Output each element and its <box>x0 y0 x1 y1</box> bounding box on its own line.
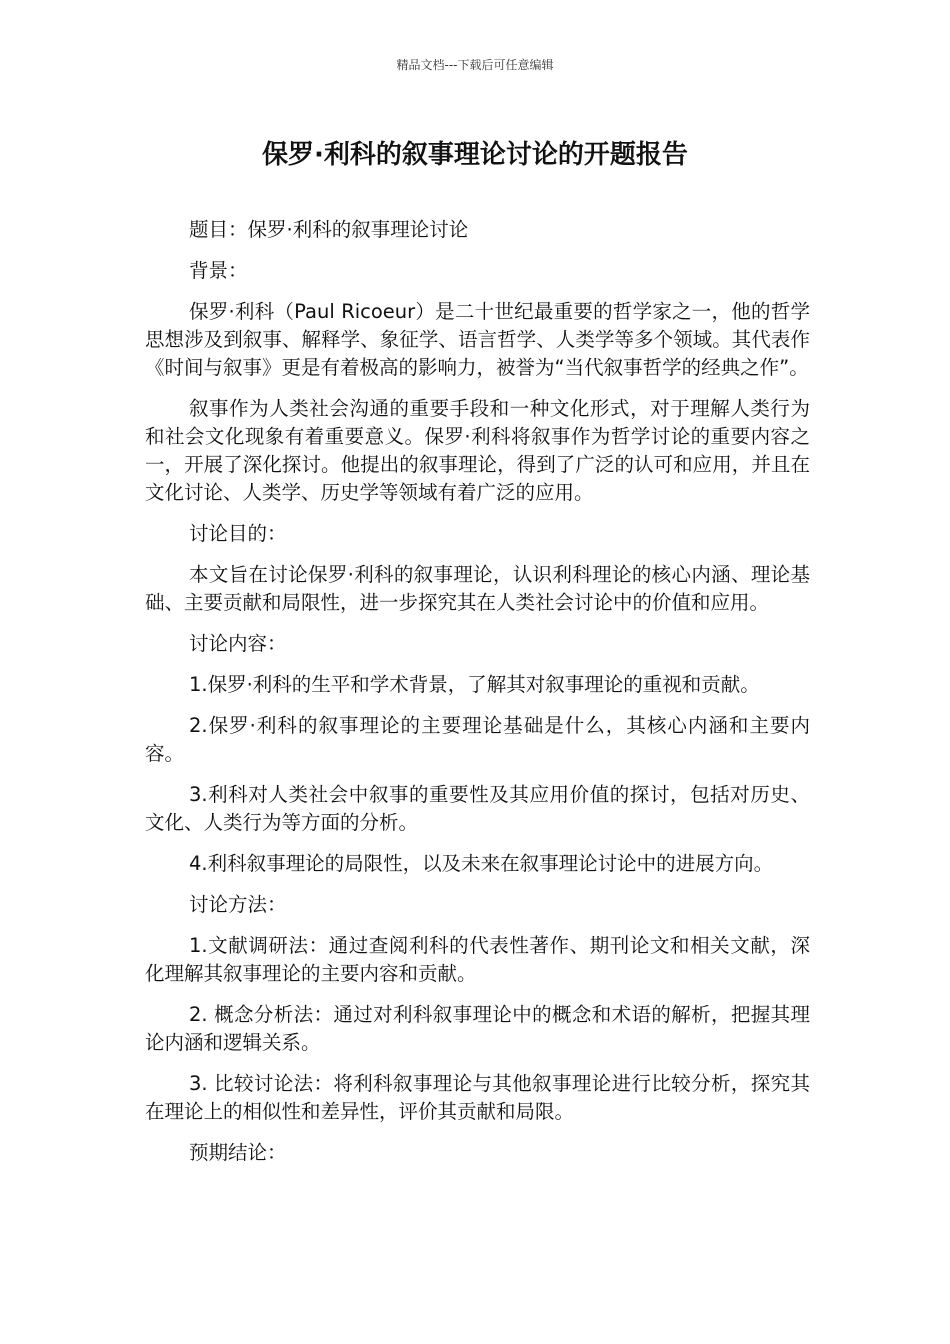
paragraph-topic: 题目：保罗·利科的叙事理论讨论 <box>189 218 469 241</box>
header-note: 精品文档---下载后可任意编辑 <box>396 58 554 72</box>
heading-expected-conclusion: 预期结论： <box>189 1141 287 1164</box>
heading-background: 背景： <box>189 259 248 282</box>
content-item-4: 4.利科叙事理论的局限性，以及未来在叙事理论讨论中的进展方向。 <box>189 852 774 875</box>
paragraph-purpose: 本文旨在讨论保罗·利科的叙事理论，认识利科理论的核心内涵、理论基础、主要贡献和局限性，进一步探究其在人类社会讨论中的价值和应用。 <box>145 563 810 614</box>
method-item-1: 1.文献调研法：通过查阅利科的代表性著作、期刊论文和相关文献，深化理解其叙事理论的主要内容和贡献。 <box>145 934 810 985</box>
paragraph-background-2: 叙事作为人类社会沟通的重要手段和一种文化形式，对于理解人类行为和社会文化现象有着重要意义。保罗·利科将叙事作为哲学讨论的重要内容之一，开展了深化探讨。他提出的叙事理论，得到了广泛的认可和应用，并且在文化讨论、人类学、历史学等领域有着广泛的应用。 <box>145 397 810 504</box>
heading-methods: 讨论方法： <box>189 893 287 916</box>
document-title: 保罗·利科的叙事理论讨论的开题报告 <box>262 140 688 170</box>
document-body <box>145 216 810 1180</box>
method-item-2: 2. 概念分析法：通过对利科叙事理论中的概念和术语的解析，把握其理论内涵和逻辑关系。 <box>145 1003 810 1054</box>
method-item-3: 3. 比较讨论法：将利科叙事理论与其他叙事理论进行比较分析，探究其在理论上的相似性和差异性，评价其贡献和局限。 <box>145 1072 810 1123</box>
content-item-3: 3.利科对人类社会中叙事的重要性及其应用价值的探讨，包括对历史、文化、人类行为等方面的分析。 <box>145 783 810 834</box>
paragraph-background-1: 保罗·利科（Paul Ricoeur）是二十世纪最重要的哲学家之一，他的哲学思想涉及到叙事、解释学、象征学、语言哲学、人类学等多个领域。其代表作《时间与叙事》更是有着极高的影响力，被誉为“当代叙事哲学的经典之作”。 <box>145 300 810 379</box>
heading-purpose: 讨论目的： <box>189 522 287 545</box>
content-item-1: 1.保罗·利科的生平和学术背景，了解其对叙事理论的重视和贡献。 <box>189 673 760 696</box>
heading-content: 讨论内容： <box>189 632 287 655</box>
content-item-2: 2.保罗·利科的叙事理论的主要理论基础是什么，其核心内涵和主要内容。 <box>145 714 810 765</box>
